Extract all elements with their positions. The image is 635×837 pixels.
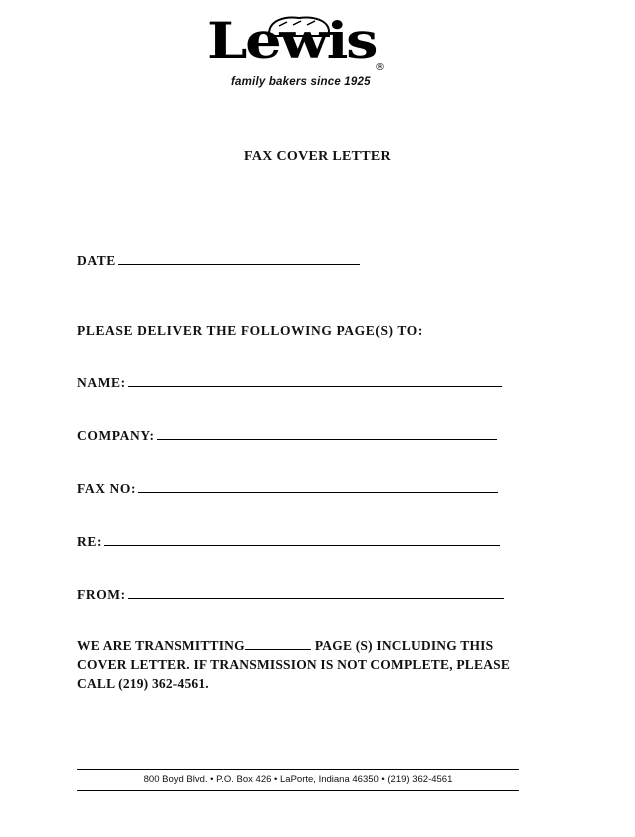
fax-no-field	[77, 481, 498, 497]
footer-address: 800 Boyd Blvd. • P.O. Box 426 • LaPorte, Indiana 46350 • (219) 362-4561	[143, 774, 453, 785]
date-field	[77, 253, 360, 269]
lewis-logo	[205, 10, 395, 92]
transmission-notice	[77, 636, 527, 693]
re-line[interactable]	[104, 544, 500, 546]
date-line[interactable]	[118, 263, 360, 265]
from-field	[77, 587, 504, 603]
re-label: RE:	[77, 534, 103, 549]
date-label: DATE	[77, 253, 116, 268]
name-label: NAME:	[77, 375, 126, 390]
footer-bottom-rule	[77, 790, 519, 791]
logo-wordmark: Lewis	[207, 11, 377, 70]
registered-mark: ®	[375, 62, 385, 73]
fax-no-label: FAX NO:	[77, 481, 137, 496]
company-label: COMPANY:	[77, 428, 155, 443]
notice-part2: PAGE (S) INCLUDING THIS COVER LETTER. IF TRANSMISSION IS NOT COMPLETE, PLEASE CALL (219) 362-4561.	[77, 638, 511, 691]
company-line[interactable]	[157, 438, 497, 440]
footer-top-rule	[77, 769, 519, 770]
name-field	[77, 375, 502, 391]
from-label: FROM:	[77, 587, 126, 602]
deliver-instruction: PLEASE DELIVER THE FOLLOWING PAGE(S) TO:	[77, 323, 423, 338]
name-line[interactable]	[128, 385, 502, 387]
notice-part1: WE ARE TRANSMITTING	[77, 638, 245, 653]
re-field	[77, 534, 500, 550]
from-line[interactable]	[128, 597, 504, 599]
company-field	[77, 428, 497, 444]
logo-tagline: family bakers since 1925	[231, 76, 371, 88]
document-title: FAX COVER LETTER	[244, 149, 391, 164]
page-count-blank[interactable]	[245, 637, 311, 650]
fax-no-line[interactable]	[138, 491, 498, 493]
